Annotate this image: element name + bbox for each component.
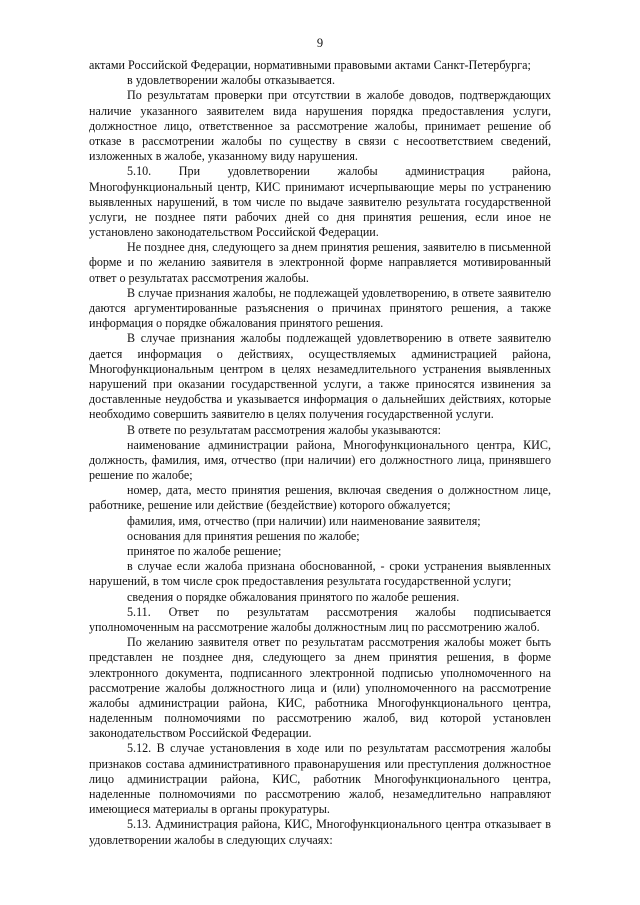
document-body <box>89 58 551 848</box>
paragraph-3: По результатам проверки при отсутствии в жалобе доводов, подтверждающих наличие указанного заявителем вида нарушения порядка предоставления услуги, должностное лицо, ответственное за рассмотрение жалобы, принимает решение об отказе в рассмотрении жалобы по существу в связи с несоответствием сведений, изложенных в жалобе, указанному виду нарушения. <box>89 88 551 164</box>
paragraph-19: 5.13. Администрация района, КИС, Многофункционального центра отказывает в удовлетворении жалобы в следующих случаях: <box>89 817 551 847</box>
paragraph-18: 5.12. В случае установления в ходе или по результатам рассмотрения жалобы признаков состава административного правонарушения или преступления должностное лицо администрации района, КИС, работник Многофункционального центра, наделенные полномочиями по рассмотрению жалоб, незамедлительно направляют имеющиеся материалы в органы прокуратуры. <box>89 741 551 817</box>
paragraph-11: фамилия, имя, отчество (при наличии) или наименование заявителя; <box>127 513 481 528</box>
paragraph-5: Не позднее дня, следующего за днем принятия решения, заявителю в письменной форме и по желанию заявителя в электронной форме направляется мотивированный ответ о результатах рассмотрения жалобы. <box>89 240 551 285</box>
paragraph-2: в удовлетворении жалобы отказывается. <box>127 73 336 88</box>
paragraph-16: 5.11. Ответ по результатам рассмотрения жалобы подписывается уполномоченным на рассмотрение жалобы должностным лиц по рассмотрению жалоб. <box>89 604 551 634</box>
page-number: 9 <box>316 36 324 50</box>
paragraph-6: В случае признания жалобы, не подлежащей удовлетворению, в ответе заявителю даются аргументированные разъяснения о причинах принятого решения, а также информация о порядке обжалования принятого решения. <box>89 285 551 331</box>
paragraph-15: сведения о порядке обжалования принятого по жалобе решения. <box>127 589 460 604</box>
paragraph-8: В ответе по результатам рассмотрения жалобы указываются: <box>127 422 441 437</box>
paragraph-12: основания для принятия решения по жалобе; <box>127 528 360 543</box>
paragraph-14: в случае если жалоба признана обоснованной, - сроки устранения выявленных нарушений, в том числе срок предоставления результата государственной услуги; <box>89 559 551 589</box>
paragraph-1: актами Российской Федерации, нормативными правовыми актами Санкт-Петербурга; <box>89 58 531 72</box>
paragraph-4: 5.10. При удовлетворении жалобы администрация района, Многофункциональный центр, КИС принимают исчерпывающие меры по устранению выявленных нарушений, в том числе по выдаче заявителю результата государственной услуги, не позднее пяти рабочих дней со дня принятия решения, если иное не установлено законодательством Российской Федерации. <box>89 164 551 240</box>
paragraph-9: наименование администрации района, Многофункционального центра, КИС, должность, фамилия, имя, отчество (при наличии) его должностного лица, принявшего решение по жалобе; <box>89 437 551 483</box>
paragraph-17: По желанию заявителя ответ по результатам рассмотрения жалобы может быть представлен не позднее дня, следующего за днем принятия решения, в форме электронного документа, подписанного электронной подписью уполномоченного на рассмотрение жалобы должностного лица и (или) уполномоченного на рассмотрение жалобы администрации района, КИС, работника Многофункционального центра, наделенным полномочиями по рассмотрению жалоб, вид которой установлен законодательством Российской Федерации. <box>89 635 551 741</box>
paragraph-7: В случае признания жалобы подлежащей удовлетворению в ответе заявителю дается информация о действиях, осуществляемых администрацией района, Многофункциональным центром в целях незамедлительного устранения выявленных нарушений при оказании государственной услуги, а также приносятся извинения за доставленные неудобства и указывается информация о дальнейших действиях, которые необходимо совершить заявителю в целях получения государственной услуги. <box>89 331 551 422</box>
paragraph-10: номер, дата, место принятия решения, включая сведения о должностном лице, работнике, решение или действие (бездействие) которого обжалуется; <box>89 483 551 513</box>
paragraph-13: принятое по жалобе решение; <box>127 544 282 558</box>
